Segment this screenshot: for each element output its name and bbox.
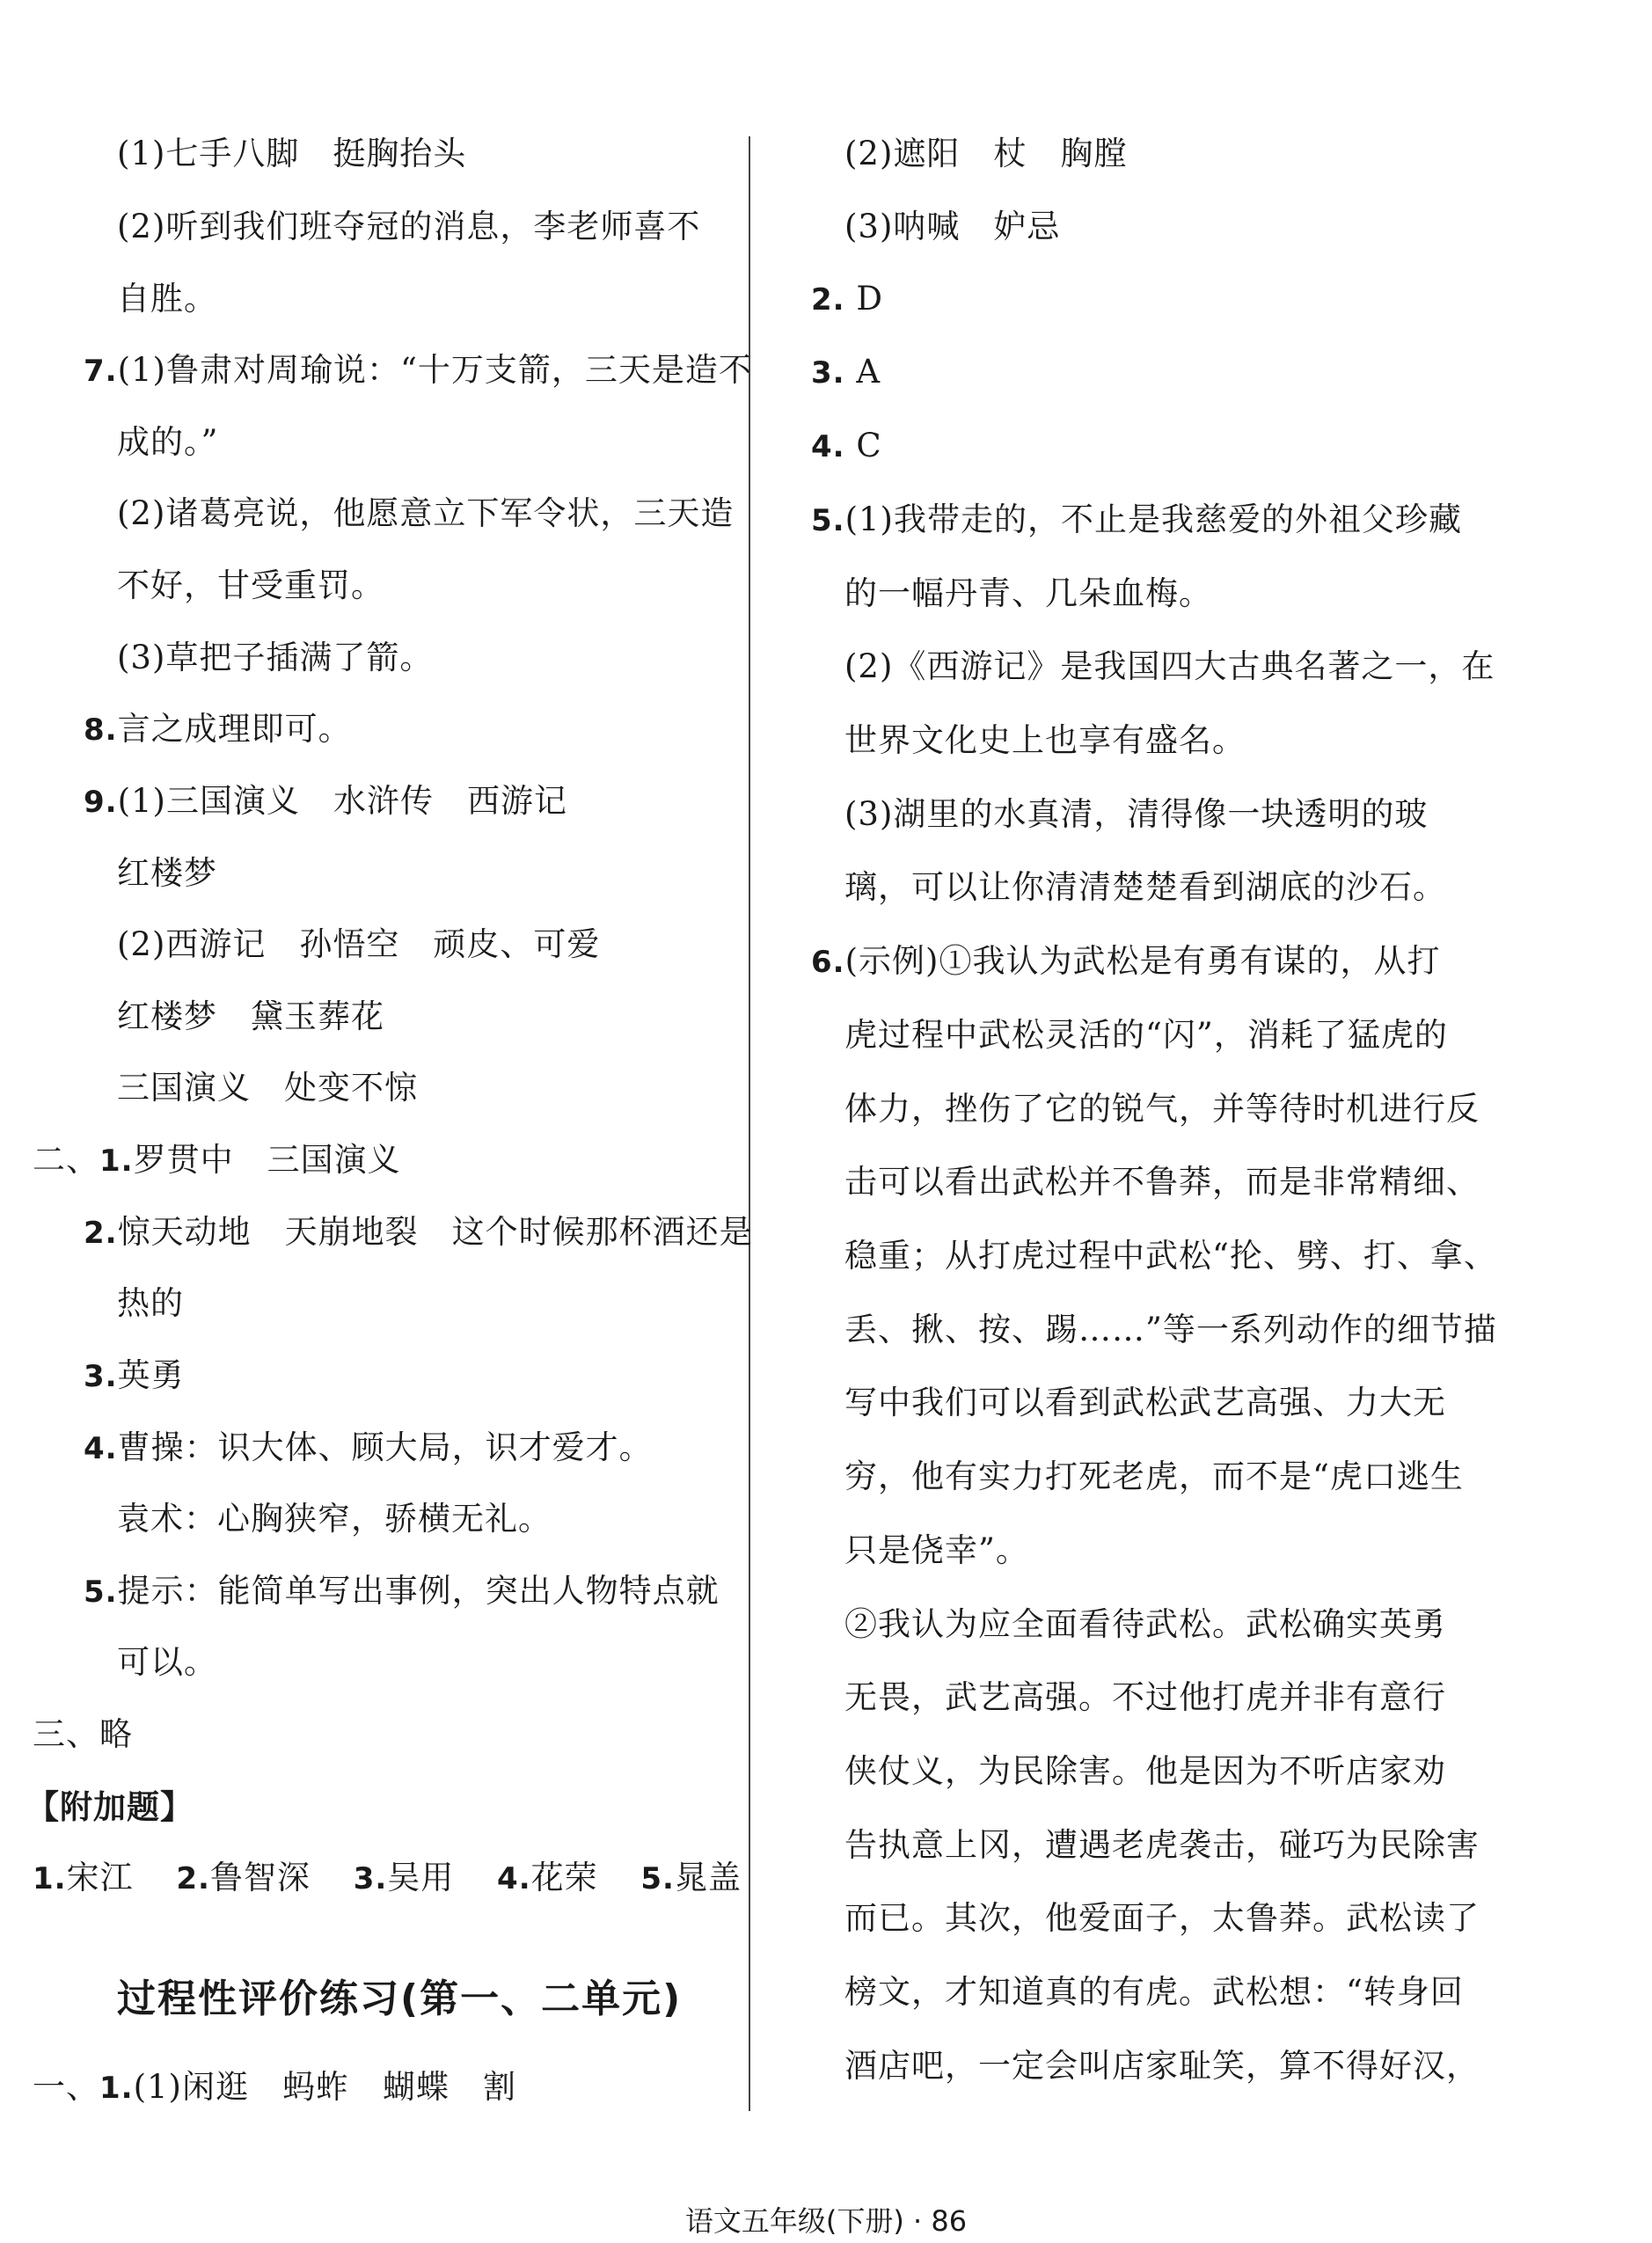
answer-item-9 — [84, 781, 567, 822]
answer-item-8 — [84, 709, 352, 750]
item-number: 5. — [84, 1574, 118, 1610]
answer-text: (1)三国演义 水浒传 西游记 — [117, 782, 567, 820]
answer-item-2 — [811, 279, 883, 320]
answer-line: 不好，甘受重罚。 — [117, 566, 384, 604]
item-number: 9. — [84, 785, 118, 820]
item-number: 5. — [811, 503, 845, 538]
answer-item-5 — [811, 500, 1462, 541]
answer-line: (2)听到我们班夺冠的消息，李老师喜不 — [117, 208, 701, 245]
answer-line: 只是侥幸”。 — [844, 1531, 1029, 1569]
page-footer: 语文五年级(下册) · 86 — [684, 2204, 968, 2238]
answer-text: (1)我带走的，不止是我慈爱的外祖父珍藏 — [844, 500, 1462, 538]
answer-item-4 — [811, 426, 882, 467]
item-number: 4. — [84, 1431, 118, 1466]
answer-item-4 — [84, 1428, 653, 1469]
answer-text: 罗贯中 三国演义 — [133, 1141, 401, 1179]
section-three: 三、略 — [33, 1715, 133, 1753]
bonus-answer: 吴用 — [387, 1859, 455, 1896]
bonus-answer: 花荣 — [530, 1859, 598, 1896]
section-two-item-1 — [33, 1140, 401, 1181]
answer-text: 提示：能简单写出事例，突出人物特点就 — [117, 1572, 720, 1610]
bonus-answers — [33, 1858, 742, 1899]
answer-text: A — [856, 353, 881, 391]
answer-line: (2)《西游记》是我国四大古典名著之一，在 — [844, 647, 1495, 685]
answer-line: (2)遮阳 杖 胸膛 — [844, 135, 1128, 172]
answer-line: 成的。” — [117, 423, 219, 461]
answer-line: 酒店吧，一定会叫店家耻笑，算不得好汉， — [844, 2047, 1480, 2085]
answer-line: 袁术：心胸狭窄，骄横无礼。 — [117, 1500, 552, 1538]
answer-text: C — [856, 427, 882, 464]
answer-line: (2)西游记 孙悟空 顽皮、可爱 — [117, 925, 601, 963]
bonus-number: 2. — [176, 1861, 210, 1896]
bonus-number: 1. — [33, 1861, 67, 1896]
answer-line: 榜文，才知道真的有虎。武松想：“转身回 — [844, 1973, 1464, 2011]
bonus-heading: 【附加题】 — [26, 1787, 194, 1826]
item-number: 2. — [811, 282, 845, 318]
section-one-item-1 — [33, 2067, 516, 2108]
item-number: 7. — [84, 354, 118, 389]
answer-line: 丢、揪、按、踢……”等一系列动作的细节描 — [844, 1311, 1497, 1348]
item-number: 6. — [811, 945, 845, 980]
answer-line: 体力，挫伤了它的锐气，并等待时机进行反 — [844, 1090, 1480, 1128]
answer-line: (2)诸葛亮说，他愿意立下军令状，三天造 — [117, 494, 735, 532]
bonus-number: 4. — [497, 1861, 531, 1896]
answer-item-6 — [811, 941, 1440, 983]
answer-line: 璃，可以让你清清楚楚看到湖底的沙石。 — [844, 868, 1446, 906]
answer-text: 曹操：识大体、顾大局，识才爱才。 — [117, 1428, 653, 1466]
bonus-number: 5. — [640, 1861, 675, 1896]
answer-line: 自胜。 — [117, 280, 217, 318]
item-number: 3. — [811, 355, 845, 391]
answer-line: 穷，他有实力打死老虎，而不是“虎口逃生 — [844, 1458, 1464, 1495]
answer-item-3 — [84, 1355, 185, 1397]
answer-text: 言之成理即可。 — [117, 710, 352, 748]
section-title: 过程性评价练习(第一、二单元) — [117, 1976, 683, 2021]
item-number: 4. — [811, 429, 845, 464]
bonus-answer: 鲁智深 — [209, 1859, 311, 1896]
bonus-number: 3. — [353, 1861, 388, 1896]
answer-line: 无畏，武艺高强。不过他打虎并非有意行 — [844, 1678, 1446, 1716]
answer-text: (1)鲁肃对周瑜说：“十万支箭，三天是造不 — [117, 351, 752, 389]
answer-line: 可以。 — [117, 1643, 217, 1681]
answer-text: D — [856, 280, 884, 318]
answer-text: (1)闲逛 蚂蚱 蝴蝶 割 — [133, 2068, 516, 2106]
answer-line: 世界文化史上也享有盛名。 — [844, 721, 1246, 759]
answer-item-3 — [811, 352, 881, 393]
column-divider — [749, 136, 750, 2111]
answer-line: ②我认为应全面看待武松。武松确实英勇 — [844, 1605, 1446, 1643]
answer-line: 红楼梦 黛玉葬花 — [117, 997, 384, 1035]
section-prefix: 一、 — [33, 2068, 99, 2106]
answer-text: 英勇 — [117, 1356, 185, 1394]
answer-line: (1)七手八脚 挺胸抬头 — [117, 135, 467, 172]
item-number: 1. — [99, 1143, 134, 1179]
answer-item-2 — [84, 1212, 753, 1253]
answer-line: 击可以看出武松并不鲁莽，而是非常精细、 — [844, 1163, 1480, 1201]
answer-line: (3)湖里的水真清，清得像一块透明的玻 — [844, 795, 1429, 833]
answer-text: (示例)①我认为武松是有勇有谋的，从打 — [844, 942, 1441, 980]
answer-text: 惊天动地 天崩地裂 这个时候那杯酒还是 — [117, 1213, 753, 1251]
answer-line: (3)呐喊 妒忌 — [844, 208, 1061, 245]
answer-line: 写中我们可以看到武松武艺高强、力大无 — [844, 1384, 1446, 1421]
answer-line: 侠仗义，为民除害。他是因为不听店家劝 — [844, 1752, 1446, 1790]
bonus-answer: 晁盖 — [674, 1859, 742, 1896]
bonus-answer: 宋江 — [66, 1859, 134, 1896]
answer-item-7 — [84, 350, 752, 391]
answer-line: 热的 — [117, 1284, 184, 1322]
answer-line: 而已。其次，他爱面子，太鲁莽。武松读了 — [844, 1899, 1480, 1937]
item-number: 3. — [84, 1359, 118, 1394]
answer-item-5 — [84, 1571, 720, 1612]
section-prefix: 二、 — [33, 1141, 99, 1179]
answer-line: 的一幅丹青、几朵血梅。 — [844, 574, 1212, 612]
answer-line: 虎过程中武松灵活的“闪”，消耗了猛虎的 — [844, 1016, 1448, 1054]
answer-line: (3)草把子插满了箭。 — [117, 639, 434, 676]
answer-line: 三国演义 处变不惊 — [117, 1069, 418, 1107]
item-number: 8. — [84, 712, 118, 748]
answer-line: 告执意上冈，遭遇老虎袭击，碰巧为民除害 — [844, 1826, 1480, 1864]
item-number: 2. — [84, 1216, 118, 1251]
item-number: 1. — [99, 2071, 134, 2106]
answer-line: 红楼梦 — [117, 854, 217, 892]
answer-line: 稳重；从打虎过程中武松“抡、劈、打、拿、 — [844, 1237, 1497, 1275]
